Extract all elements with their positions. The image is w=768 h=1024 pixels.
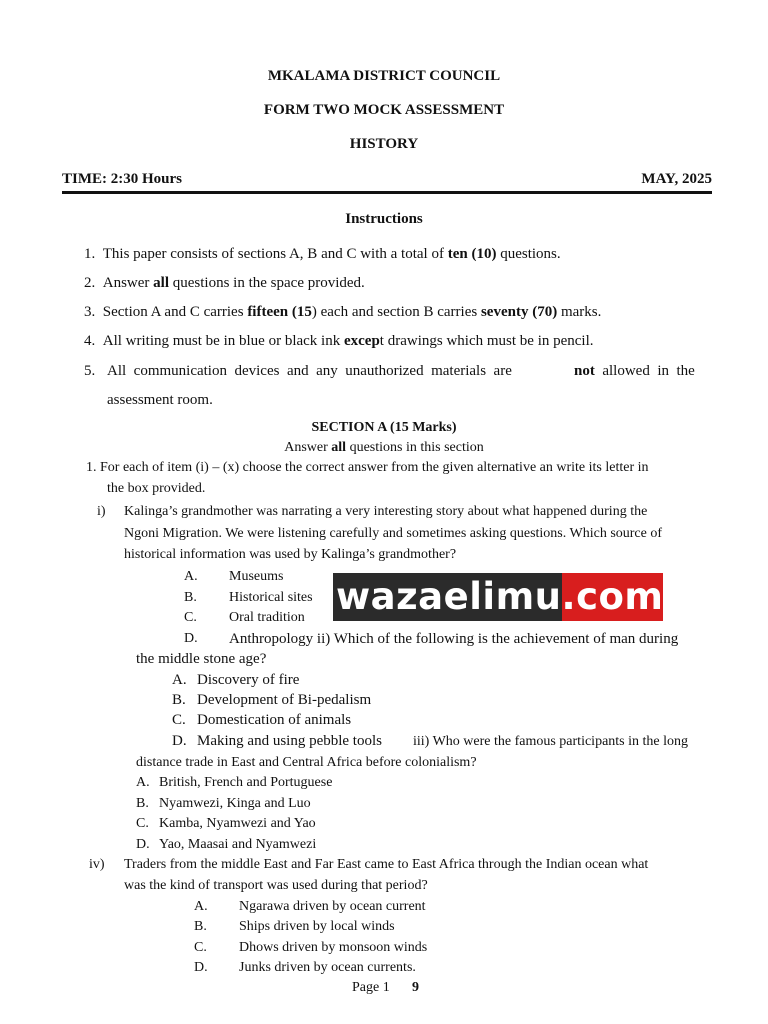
subtitle-text: questions in this section — [346, 440, 484, 455]
instruction-number: 2. — [84, 275, 96, 291]
instruction-5-tail — [574, 363, 695, 380]
logo-text: wazaelimu — [333, 573, 562, 621]
option-letter: A. — [184, 569, 198, 584]
section-a-subtitle — [0, 440, 768, 456]
instruction-text: Section A and C carries — [102, 304, 248, 320]
subject-title: HISTORY — [349, 136, 419, 152]
instruction-number: 3. — [84, 304, 96, 320]
option-text: Nyamwezi, Kinga and Luo — [159, 796, 311, 811]
instruction-1 — [84, 246, 561, 263]
option-text: British, French and Portuguese — [159, 775, 333, 790]
assessment-title: FORM TWO MOCK ASSESSMENT — [263, 102, 505, 118]
option-text: Junks driven by ocean currents. — [239, 960, 416, 975]
instruction-text: All communication devices and any unauthorized materials are — [107, 363, 520, 379]
option-text: Making and using pebble tools — [197, 733, 382, 749]
item-iv-line2: was the kind of transport was used during that period? — [124, 878, 428, 893]
option-letter: C. — [184, 610, 197, 625]
option-text: Ngarawa driven by ocean current — [239, 899, 426, 914]
instruction-text: t drawings which must be in pencil. — [379, 333, 594, 349]
instruction-emphasis: excep — [343, 333, 380, 349]
option-letter: A. — [194, 899, 208, 914]
instruction-text: Answer — [102, 275, 154, 291]
instruction-number: 1. — [84, 246, 96, 262]
option-text: Oral tradition — [229, 610, 305, 625]
item-i-line2: Ngoni Migration. We were listening carefully and sometimes asking questions. Which source of — [124, 526, 663, 541]
option-letter: D. — [194, 960, 208, 975]
page-total: 9 — [412, 980, 419, 995]
instruction-emphasis: ten (10) — [447, 246, 497, 262]
option-text: Anthropology ii) Which of the following is the achievement of man during — [229, 631, 679, 647]
instruction-text: This paper consists of sections A, B and C with a total of — [102, 246, 448, 262]
option-text: Ships driven by local winds — [239, 919, 395, 934]
instruction-text: ) each and section B carries — [311, 304, 481, 320]
item-i-number: i) — [97, 504, 106, 519]
instruction-number: 4. — [84, 333, 96, 349]
option-text: Domestication of animals — [197, 712, 352, 728]
item-iii-line1: iii) Who were the famous participants in the long — [413, 734, 689, 749]
instruction-5-line2: assessment room. — [107, 392, 213, 408]
section-a-title: SECTION A (15 Marks) — [311, 420, 457, 435]
item-iii-line2: distance trade in East and Central Africa before colonialism? — [136, 755, 477, 770]
option-text: Historical sites — [229, 590, 313, 605]
time-label: TIME: 2:30 Hours — [62, 171, 182, 187]
header-rule — [62, 191, 712, 194]
logo-domain: .com — [562, 573, 664, 621]
item-i-line1: Kalinga’s grandmother was narrating a very interesting story about what happened during the — [124, 504, 648, 519]
instruction-text: All writing must be in blue or black ink — [102, 333, 344, 349]
option-letter: D. — [136, 837, 150, 852]
item-iv-line1: Traders from the middle East and Far East came to East Africa through the Indian ocean what — [124, 857, 649, 872]
instruction-text: marks. — [557, 304, 602, 320]
instruction-text: allowed in the — [594, 363, 695, 379]
instruction-4 — [84, 333, 594, 350]
option-text: Museums — [229, 569, 284, 584]
council-title: MKALAMA DISTRICT COUNCIL — [267, 68, 501, 84]
option-text: Kamba, Nyamwezi and Yao — [159, 816, 316, 831]
option-text: Dhows driven by monsoon winds — [239, 940, 428, 955]
option-letter: A. — [172, 672, 187, 688]
instruction-3 — [84, 304, 601, 321]
option-letter: C. — [194, 940, 207, 955]
option-text: Yao, Maasai and Nyamwezi — [159, 837, 317, 852]
option-letter: D. — [184, 631, 198, 646]
instruction-emphasis: all — [153, 275, 169, 291]
option-letter: B. — [194, 919, 207, 934]
item-iv-number: iv) — [89, 857, 105, 872]
option-letter: D. — [172, 733, 187, 749]
instruction-2 — [84, 275, 365, 292]
instruction-emphasis: fifteen (15 — [247, 304, 312, 320]
subtitle-emphasis: all — [331, 440, 347, 455]
option-letter: B. — [184, 590, 197, 605]
option-letter: B. — [136, 796, 149, 811]
instruction-text: questions. — [496, 246, 561, 262]
option-letter: C. — [172, 712, 186, 728]
instruction-number: 5. — [84, 363, 96, 379]
item-ii-line2: the middle stone age? — [136, 651, 267, 667]
instruction-emphasis: not — [574, 363, 595, 379]
page-label: Page 1 — [352, 980, 390, 995]
option-letter: A. — [136, 775, 150, 790]
option-letter: B. — [172, 692, 186, 708]
instructions-title: Instructions — [345, 211, 423, 227]
instruction-text: questions in the space provided. — [169, 275, 365, 291]
item-i-line3: historical information was used by Kalinga’s grandmother? — [124, 547, 457, 562]
instruction-emphasis: seventy (70) — [480, 304, 558, 320]
date-label: MAY, 2025 — [641, 171, 712, 187]
question-1-line1: 1. For each of item (i) – (x) choose the correct answer from the given alternative an write its letter in — [86, 460, 649, 475]
subtitle-text: Answer — [284, 440, 332, 455]
question-1-line2: the box provided. — [107, 481, 206, 496]
option-letter: C. — [136, 816, 149, 831]
wazaelimu-logo — [333, 573, 664, 621]
option-text: Development of Bi-pedalism — [197, 692, 372, 708]
option-text: Discovery of fire — [197, 672, 300, 688]
